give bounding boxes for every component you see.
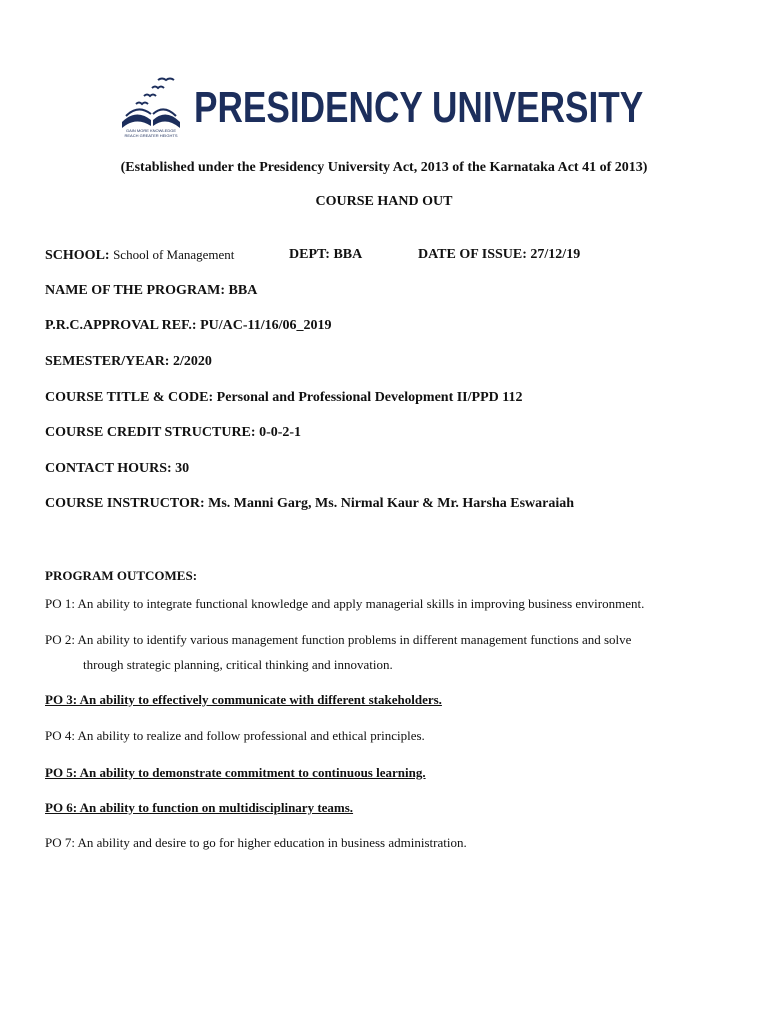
program-outcomes-heading: PROGRAM OUTCOMES: — [45, 568, 198, 583]
prc-value: PU/AC-11/16/06_2019 — [200, 318, 332, 333]
program-outcome-3: PO 3: An ability to effectively communicate with different stakeholders. — [45, 692, 442, 707]
semester-field — [45, 353, 212, 371]
program-outcome-7: PO 7: An ability and desire to go for higher education in business administration. — [45, 835, 467, 850]
program-outcome-5: PO 5: An ability to demonstrate commitment to continuous learning. — [45, 765, 426, 780]
credit-value: 0-0-2-1 — [259, 425, 302, 440]
program-field — [45, 282, 257, 300]
established-statement: (Established under the Presidency University Act, 2013 of the Karnataka Act 41 of 2013) — [120, 160, 648, 175]
program-label: NAME OF THE PROGRAM: — [45, 283, 226, 298]
semester-label: SEMESTER/YEAR: — [45, 354, 170, 369]
school-value: School of Management — [113, 247, 235, 262]
credit-structure-field — [45, 424, 301, 442]
hours-label: CONTACT HOURS: — [45, 461, 172, 476]
instructor-field — [45, 495, 574, 513]
instructor-label: COURSE INSTRUCTOR: — [45, 496, 205, 511]
contact-hours-field — [45, 460, 189, 478]
program-outcome-2: PO 2: An ability to identify various management function problems in different management functions and solve — [45, 632, 632, 647]
document-title: COURSE HAND OUT — [315, 194, 453, 209]
logo-tagline: GAIN MORE KNOWLEDGE REACH GREATER HEIGHTS — [124, 128, 178, 138]
course-label: COURSE TITLE & CODE: — [45, 390, 214, 405]
prc-label: P.R.C.APPROVAL REF.: — [45, 318, 197, 333]
school-field — [45, 246, 234, 265]
instructor-value: Ms. Manni Garg, Ms. Nirmal Kaur & Mr. Harsha Eswaraiah — [208, 496, 575, 511]
school-label: SCHOOL: — [45, 248, 110, 263]
date-label: DATE OF ISSUE: — [418, 247, 527, 262]
dept-field — [289, 246, 362, 264]
program-outcome-6: PO 6: An ability to function on multidisciplinary teams. — [45, 800, 354, 815]
program-outcome-2-continued: through strategic planning, critical thinking and innovation. — [83, 657, 393, 672]
semester-value: 2/2020 — [172, 354, 212, 369]
date-of-issue-field — [418, 246, 580, 264]
course-title-field — [45, 389, 522, 407]
university-name: PRESIDENCY UNIVERSITY — [194, 83, 644, 132]
program-outcome-1: PO 1: An ability to integrate functional knowledge and apply managerial skills in improving business environment. — [45, 596, 645, 611]
program-outcome-4: PO 4: An ability to realize and follow professional and ethical principles. — [45, 728, 425, 743]
dept-label: DEPT: — [289, 247, 330, 262]
dept-value: BBA — [333, 247, 363, 262]
program-value: BBA — [228, 283, 258, 298]
credit-label: COURSE CREDIT STRUCTURE: — [45, 425, 256, 440]
date-value: 27/12/19 — [530, 247, 581, 262]
prc-approval-field — [45, 317, 332, 335]
course-value: Personal and Professional Development II/PPD 112 — [216, 390, 523, 405]
hours-value: 30 — [175, 461, 190, 476]
university-logo — [118, 76, 644, 144]
